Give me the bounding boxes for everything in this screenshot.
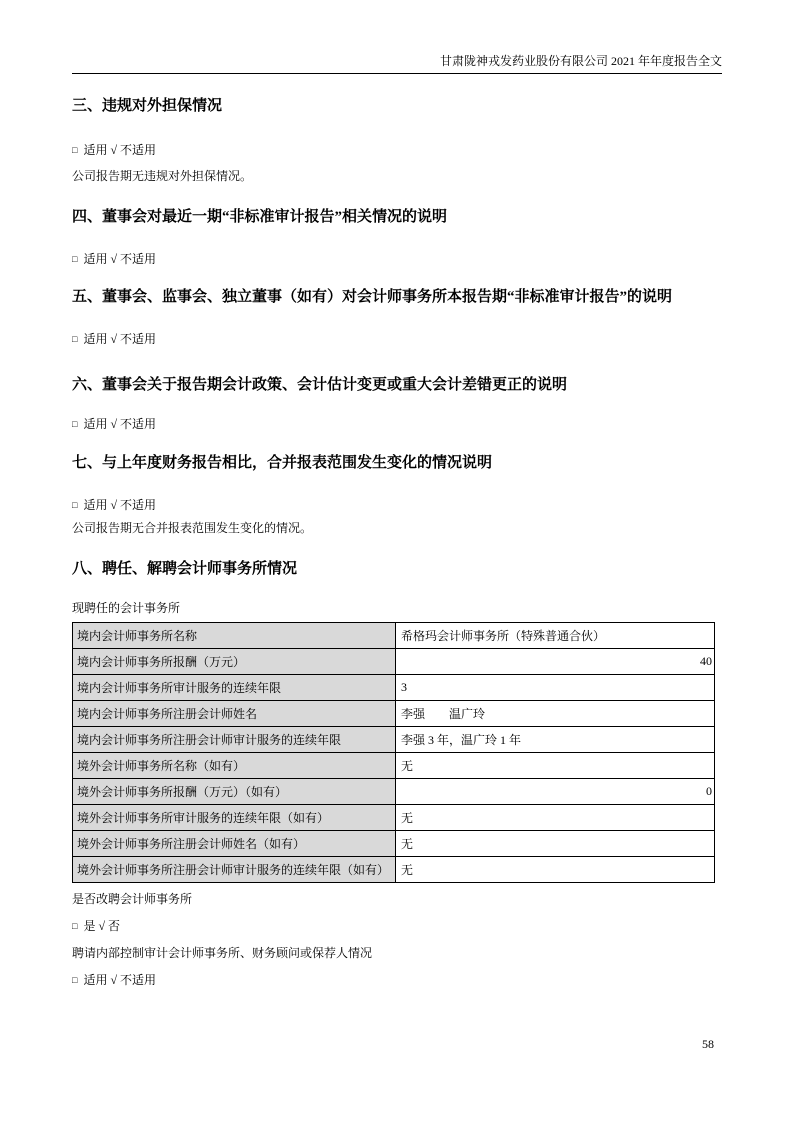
table-row (73, 727, 715, 753)
applicability-line-3 (72, 144, 722, 157)
applicability-line-5 (72, 333, 722, 346)
section-heading-5: 五、董事会、监事会、独立董事（如有）对会计师事务所本报告期“非标准审计报告”的说明 (72, 289, 673, 305)
page-content (72, 0, 722, 987)
applicability-text: 适用 √ 不适用 (83, 498, 157, 512)
checkbox-empty-icon: □ (72, 254, 78, 264)
row-value: 0 (396, 779, 715, 805)
applicability-text: 适用 √ 不适用 (83, 252, 157, 266)
checkbox-empty-icon: □ (72, 975, 78, 985)
row-label: 境外会计师事务所审计服务的连续年限（如有） (73, 805, 396, 831)
section-heading-6: 六、董事会关于报告期会计政策、会计估计变更或重大会计差错更正的说明 (72, 377, 568, 393)
row-value: 无 (396, 753, 715, 779)
firm-change-question: 是否改聘会计师事务所 (72, 892, 193, 906)
row-label: 境内会计师事务所审计服务的连续年限 (73, 675, 396, 701)
row-value: 无 (396, 831, 715, 857)
table-row (73, 805, 715, 831)
row-value: 3 (396, 675, 715, 701)
section-heading-7: 七、与上年度财务报告相比，合并报表范围发生变化的情况说明 (72, 455, 493, 471)
section-heading-8: 八、聘任、解聘会计师事务所情况 (72, 561, 298, 577)
row-value: 无 (396, 805, 715, 831)
internal-control-line: 聘请内部控制审计会计师事务所、财务顾问或保荐人情况 (72, 946, 373, 960)
row-value: 40 (396, 649, 715, 675)
row-label: 境外会计师事务所注册会计师审计服务的连续年限（如有） (73, 857, 396, 883)
table-row (73, 675, 715, 701)
firm-change-checkbox-line (72, 920, 722, 933)
table-row (73, 701, 715, 727)
page-number: 58 (702, 1037, 714, 1051)
checkbox-empty-icon: □ (72, 921, 78, 931)
row-label: 境内会计师事务所名称 (73, 623, 396, 649)
table-row (73, 857, 715, 883)
internal-control-answer: 适用 √ 不适用 (83, 973, 157, 987)
applicability-text: 适用 √ 不适用 (83, 417, 157, 431)
checkbox-empty-icon: □ (72, 145, 78, 155)
section-heading-4: 四、董事会对最近一期“非标准审计报告”相关情况的说明 (72, 209, 448, 225)
checkbox-empty-icon: □ (72, 419, 78, 429)
table-row (73, 649, 715, 675)
table-row (73, 779, 715, 805)
table-row (73, 623, 715, 649)
report-title: 甘肃陇神戎发药业股份有限公司 2021 年年度报告全文 (439, 54, 722, 68)
row-label: 境外会计师事务所报酬（万元）（如有） (73, 779, 396, 805)
internal-control-checkbox-line (72, 974, 722, 987)
section-heading-3: 三、违规对外担保情况 (72, 98, 223, 114)
row-value: 李强 3 年，温广玲 1 年 (396, 727, 715, 753)
current-firm-subtitle: 现聘任的会计事务所 (72, 601, 181, 615)
section-note-7: 公司报告期无合并报表范围发生变化的情况。 (72, 521, 313, 535)
auditor-table (72, 622, 715, 883)
section-note-3: 公司报告期无违规对外担保情况。 (72, 169, 253, 183)
row-value: 李强 温广玲 (396, 701, 715, 727)
applicability-line-6 (72, 418, 722, 431)
row-label: 境内会计师事务所注册会计师姓名 (73, 701, 396, 727)
checkbox-empty-icon: □ (72, 334, 78, 344)
applicability-text: 适用 √ 不适用 (83, 332, 157, 346)
row-label: 境外会计师事务所注册会计师姓名（如有） (73, 831, 396, 857)
applicability-text: 适用 √ 不适用 (83, 143, 157, 157)
applicability-line-4 (72, 253, 722, 266)
page-header (72, 0, 722, 74)
firm-change-answer: 是 √ 否 (83, 919, 121, 933)
row-value: 无 (396, 857, 715, 883)
row-label: 境外会计师事务所名称（如有） (73, 753, 396, 779)
applicability-line-7 (72, 499, 722, 512)
table-row (73, 753, 715, 779)
row-label: 境内会计师事务所报酬（万元） (73, 649, 396, 675)
row-value: 希格玛会计师事务所（特殊普通合伙） (396, 623, 715, 649)
table-row (73, 831, 715, 857)
row-label: 境内会计师事务所注册会计师审计服务的连续年限 (73, 727, 396, 753)
checkbox-empty-icon: □ (72, 500, 78, 510)
